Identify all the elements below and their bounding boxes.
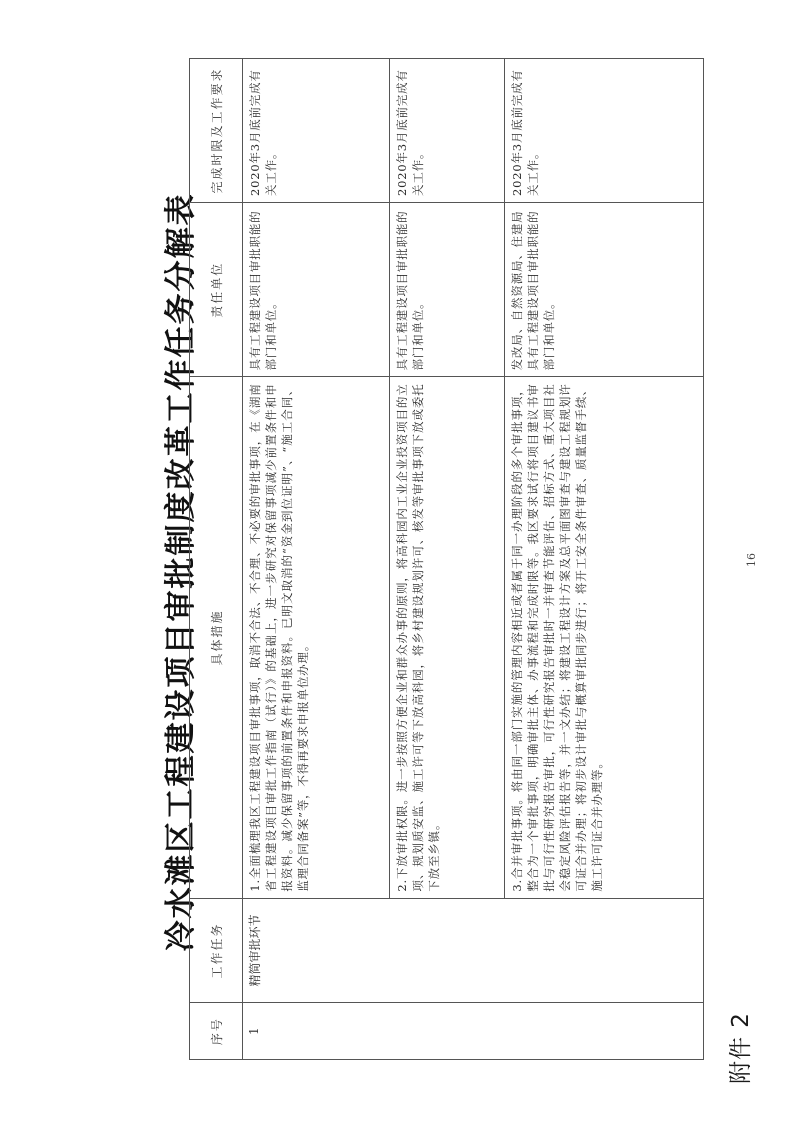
- header-time: 完成时限及工作要求: [190, 59, 243, 203]
- cell-time: 2020年3月底前完成有关工作。: [505, 59, 704, 203]
- task-table: [189, 58, 704, 1060]
- header-measure: 具体措施: [190, 377, 243, 898]
- cell-time: 2020年3月底前完成有关工作。: [390, 59, 505, 203]
- attachment-label: 附件 2: [728, 1012, 754, 1084]
- page-title: 冷水滩区工程建设项目审批制度改革工作任务分解表: [163, 192, 199, 952]
- header-unit: 责任单位: [190, 202, 243, 376]
- cell-measure: 2.下放审批权限。进一步按照方便企业和群众办事的原则，将高科园内工业企业投资项目的立项、规划质安监、施工许可等下放高科园，将乡村建设规划许可、核发等审批事项下放或委托下放至乡镇。: [390, 377, 505, 898]
- cell-unit: 发改局、自然资源局、住建局具有工程建设项目审批职能的部门和单位。: [505, 202, 704, 376]
- cell-time: 2020年3月底前完成有关工作。: [243, 59, 390, 203]
- header-number: 序号: [190, 1003, 243, 1060]
- cell-task: 精简审批环节: [243, 898, 704, 1003]
- header-task: 工作任务: [190, 898, 243, 1003]
- table-row: [243, 59, 390, 1060]
- page-number: 16: [745, 553, 758, 567]
- cell-measure: 3.合并审批事项。将由同一部门实施的管理内容相近或者属于同一办理阶段的多个审批事项，整合为一个审批事项，明确审批主体、办事流程和完成时限等。我区要求试行将项目建议书审批与可行性研究报告审批，可行性研究报告审批时一并审查节能评估、招标方式、重大项目社会稳定风险评估报告等，并一文办结；将建设工程设计方案及总平面图审查与建设工程规划许可证合并办理；将初步设计审批与概算审批同步进行；将开工安全条件审查、质量监督手续、施工许可证合并办理等。: [505, 377, 704, 898]
- cell-number: 1: [243, 1003, 704, 1060]
- cell-measure: 1.全面梳理我区工程建设项目审批事项，取消不合法、不合理、不必要的审批事项，在《湖南省工程建设项目审批工作指南（试行）》的基础上，进一步研究对保留事项减少前置条件和申报资料。减少保留事项的前置条件和申报资料。已明文取消的“资金到位证明”、“施工合同、监理合同备案”等，不得再要求申报单位办理。: [243, 377, 390, 898]
- cell-unit: 具有工程建设项目审批职能的部门和单位。: [390, 202, 505, 376]
- table-header-row: [190, 59, 243, 1060]
- cell-unit: 具有工程建设项目审批职能的部门和单位。: [243, 202, 390, 376]
